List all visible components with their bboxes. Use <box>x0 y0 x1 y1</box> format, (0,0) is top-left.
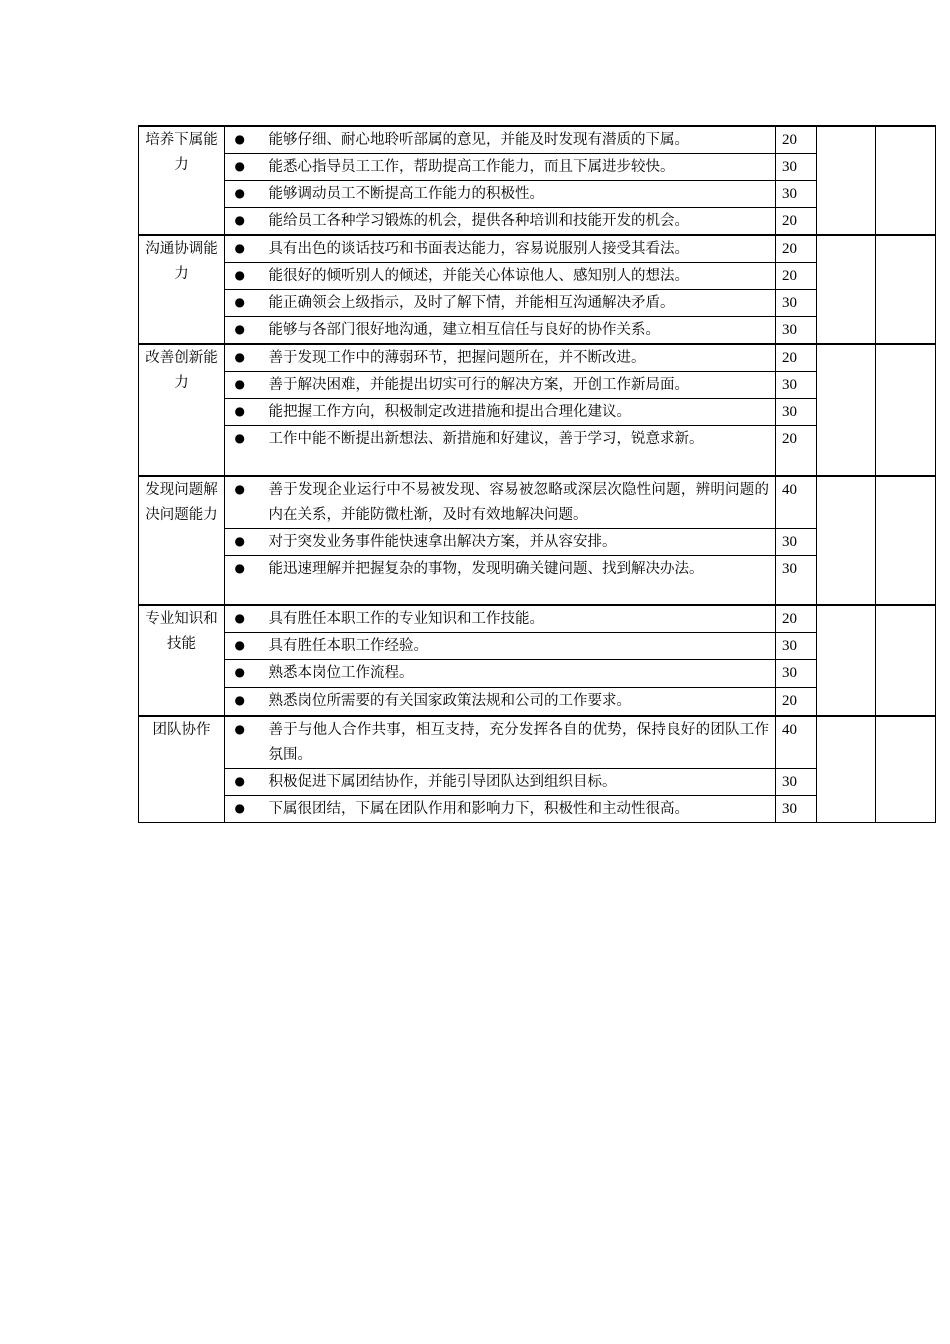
bullet-icon: ● <box>225 688 255 716</box>
table-row <box>139 605 936 633</box>
bullet-icon: ● <box>225 263 255 290</box>
bullet-icon: ● <box>225 317 255 345</box>
criterion-text: 具有胜任本职工作的专业知识和工作技能。 <box>255 605 776 633</box>
blank-cell <box>876 476 936 606</box>
table-row <box>139 633 936 660</box>
blank-cell <box>817 126 876 235</box>
criterion-text: 能把握工作方向，积极制定改进措施和提出合理化建议。 <box>255 399 776 426</box>
category-group <box>139 126 936 235</box>
bullet-icon: ● <box>225 605 255 633</box>
bullet-icon: ● <box>225 716 255 769</box>
score-value: 30 <box>776 372 817 399</box>
table-row <box>139 399 936 426</box>
score-value: 30 <box>776 555 817 605</box>
table-row <box>139 688 936 716</box>
score-value: 30 <box>776 181 817 208</box>
table-row <box>139 768 936 795</box>
bullet-icon: ● <box>225 344 255 372</box>
bullet-icon: ● <box>225 476 255 529</box>
score-value: 30 <box>776 528 817 555</box>
category-label: 沟通协调能力 <box>139 235 225 344</box>
table-row <box>139 317 936 345</box>
blank-cell <box>817 716 876 823</box>
blank-cell <box>876 716 936 823</box>
blank-cell <box>876 235 936 344</box>
bullet-icon: ● <box>225 290 255 317</box>
criterion-text: 具有胜任本职工作经验。 <box>255 633 776 660</box>
table-row <box>139 795 936 822</box>
criterion-text: 对于突发业务事件能快速拿出解决方案，并从容安排。 <box>255 528 776 555</box>
blank-cell <box>817 605 876 716</box>
criterion-text: 善于解决困难，并能提出切实可行的解决方案，开创工作新局面。 <box>255 372 776 399</box>
table-row <box>139 528 936 555</box>
table-row <box>139 126 936 154</box>
evaluation-table <box>138 125 936 823</box>
score-value: 20 <box>776 605 817 633</box>
bullet-icon: ● <box>225 154 255 181</box>
table-row <box>139 344 936 372</box>
category-label: 培养下属能力 <box>139 126 225 235</box>
score-value: 30 <box>776 768 817 795</box>
blank-cell <box>817 476 876 606</box>
score-value: 30 <box>776 154 817 181</box>
table-row <box>139 716 936 769</box>
table-row <box>139 235 936 263</box>
score-value: 30 <box>776 633 817 660</box>
table-row <box>139 555 936 605</box>
criterion-text: 能迅速理解并把握复杂的事物，发现明确关键问题、找到解决办法。 <box>255 555 776 605</box>
criterion-text: 能给员工各种学习锻炼的机会，提供各种培训和技能开发的机会。 <box>255 208 776 236</box>
bullet-icon: ● <box>225 399 255 426</box>
bullet-icon: ● <box>225 235 255 263</box>
bullet-icon: ● <box>225 372 255 399</box>
criterion-text: 善于发现工作中的薄弱环节，把握问题所在，并不断改进。 <box>255 344 776 372</box>
criterion-text: 具有出色的谈话技巧和书面表达能力，容易说服别人接受其看法。 <box>255 235 776 263</box>
bullet-icon: ● <box>225 795 255 822</box>
bullet-icon: ● <box>225 768 255 795</box>
score-value: 20 <box>776 126 817 154</box>
bullet-icon: ● <box>225 126 255 154</box>
bullet-icon: ● <box>225 555 255 605</box>
blank-cell <box>876 605 936 716</box>
criterion-text: 熟悉本岗位工作流程。 <box>255 660 776 688</box>
blank-cell <box>876 126 936 235</box>
bullet-icon: ● <box>225 633 255 660</box>
table-row <box>139 208 936 236</box>
category-group <box>139 605 936 716</box>
criterion-text: 熟悉岗位所需要的有关国家政策法规和公司的工作要求。 <box>255 688 776 716</box>
score-value: 30 <box>776 399 817 426</box>
criterion-text: 能正确领会上级指示，及时了解下情，并能相互沟通解决矛盾。 <box>255 290 776 317</box>
criterion-text: 下属很团结，下属在团队作用和影响力下，积极性和主动性很高。 <box>255 795 776 822</box>
criterion-text: 能够与各部门很好地沟通，建立相互信任与良好的协作关系。 <box>255 317 776 345</box>
blank-cell <box>817 344 876 476</box>
score-value: 30 <box>776 290 817 317</box>
table-row <box>139 154 936 181</box>
bullet-icon: ● <box>225 660 255 688</box>
table-row <box>139 181 936 208</box>
score-value: 30 <box>776 795 817 822</box>
criterion-text: 能很好的倾听别人的倾述，并能关心体谅他人、感知别人的想法。 <box>255 263 776 290</box>
criterion-text: 工作中能不断提出新想法、新措施和好建议，善于学习，锐意求新。 <box>255 426 776 476</box>
criterion-text: 善于与他人合作共事，相互支持，充分发挥各自的优势，保持良好的团队工作氛围。 <box>255 716 776 769</box>
criterion-text: 善于发现企业运行中不易被发现、容易被忽略或深层次隐性问题，辨明问题的内在关系，并能防微杜渐，及时有效地解决问题。 <box>255 476 776 529</box>
table-row <box>139 660 936 688</box>
bullet-icon: ● <box>225 426 255 476</box>
criterion-text: 能悉心指导员工工作，帮助提高工作能力，而且下属进步较快。 <box>255 154 776 181</box>
category-label: 改善创新能力 <box>139 344 225 476</box>
score-value: 40 <box>776 716 817 769</box>
bullet-icon: ● <box>225 528 255 555</box>
bullet-icon: ● <box>225 208 255 236</box>
score-value: 20 <box>776 235 817 263</box>
category-group <box>139 235 936 344</box>
table-row <box>139 372 936 399</box>
score-value: 20 <box>776 208 817 236</box>
score-value: 20 <box>776 344 817 372</box>
criterion-text: 能够调动员工不断提高工作能力的积极性。 <box>255 181 776 208</box>
table-row <box>139 290 936 317</box>
table-row <box>139 476 936 529</box>
table-row <box>139 426 936 476</box>
score-value: 20 <box>776 263 817 290</box>
blank-cell <box>817 235 876 344</box>
category-group <box>139 476 936 606</box>
category-group <box>139 344 936 476</box>
criterion-text: 积极促进下属团结协作，并能引导团队达到组织目标。 <box>255 768 776 795</box>
score-value: 20 <box>776 688 817 716</box>
score-value: 30 <box>776 660 817 688</box>
score-value: 30 <box>776 317 817 345</box>
category-label: 专业知识和技能 <box>139 605 225 716</box>
category-label: 发现问题解决问题能力 <box>139 476 225 606</box>
category-label: 团队协作 <box>139 716 225 823</box>
score-value: 40 <box>776 476 817 529</box>
score-value: 20 <box>776 426 817 476</box>
blank-cell <box>876 344 936 476</box>
criterion-text: 能够仔细、耐心地聆听部属的意见，并能及时发现有潜质的下属。 <box>255 126 776 154</box>
table-row <box>139 263 936 290</box>
bullet-icon: ● <box>225 181 255 208</box>
category-group <box>139 716 936 823</box>
